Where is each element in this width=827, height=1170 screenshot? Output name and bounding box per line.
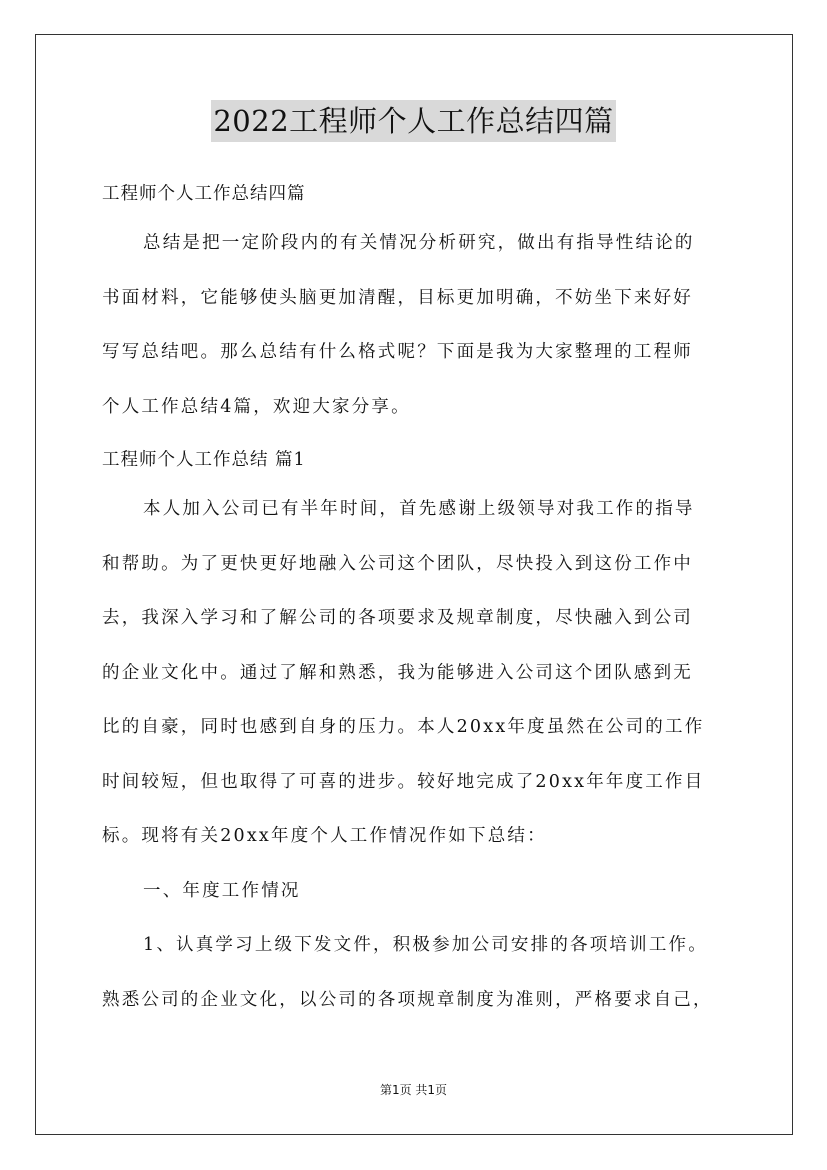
item-line: 1、认真学习上级下发文件，积极参加公司安排的各项培训工作。 [143,935,708,955]
subtitle: 工程师个人工作总结四篇 [102,184,306,204]
intro-line: 总结是把一定阶段内的有关情况分析研究，做出有指导性结论的 [143,233,695,253]
intro-line: 个人工作总结4篇，欢迎大家分享。 [102,396,411,417]
document-title: 2022工程师个人工作总结四篇 [211,100,615,142]
title-container [0,100,827,142]
document-body [102,172,726,1031]
body-line: 本人加入公司已有半年时间，首先感谢上级领导对我工作的指导 [143,499,695,519]
item-line: 熟悉公司的企业文化，以公司的各项规章制度为准则，严格要求自己， [102,989,713,1010]
body-line: 时间较短，但也取得了可喜的进步。较好地完成了20xx年年度工作目 [102,771,705,792]
intro-line: 书面材料，它能够使头脑更加清醒，目标更加明确，不妨坐下来好好 [102,287,693,308]
body-line: 去，我深入学习和了解公司的各项要求及规章制度，尽快融入到公司 [102,608,693,628]
intro-line: 写写总结吧。那么总结有什么格式呢？下面是我为大家整理的工程师 [102,342,693,362]
page-footer: 第1页 共1页 [379,1083,448,1097]
item-heading: 一、年度工作情况 [143,880,301,901]
body-line: 标。现将有关20xx年度个人工作情况作如下总结： [102,826,547,846]
body-line: 的企业文化中。通过了解和熟悉，我为能够进入公司这个团队感到无 [102,662,693,683]
body-line: 和帮助。为了更快更好地融入公司这个团队，尽快投入到这份工作中 [102,553,693,574]
section-heading: 工程师个人工作总结 篇1 [102,450,306,470]
body-line: 比的自豪，同时也感到自身的压力。本人20xx年度虽然在公司的工作 [102,717,705,737]
